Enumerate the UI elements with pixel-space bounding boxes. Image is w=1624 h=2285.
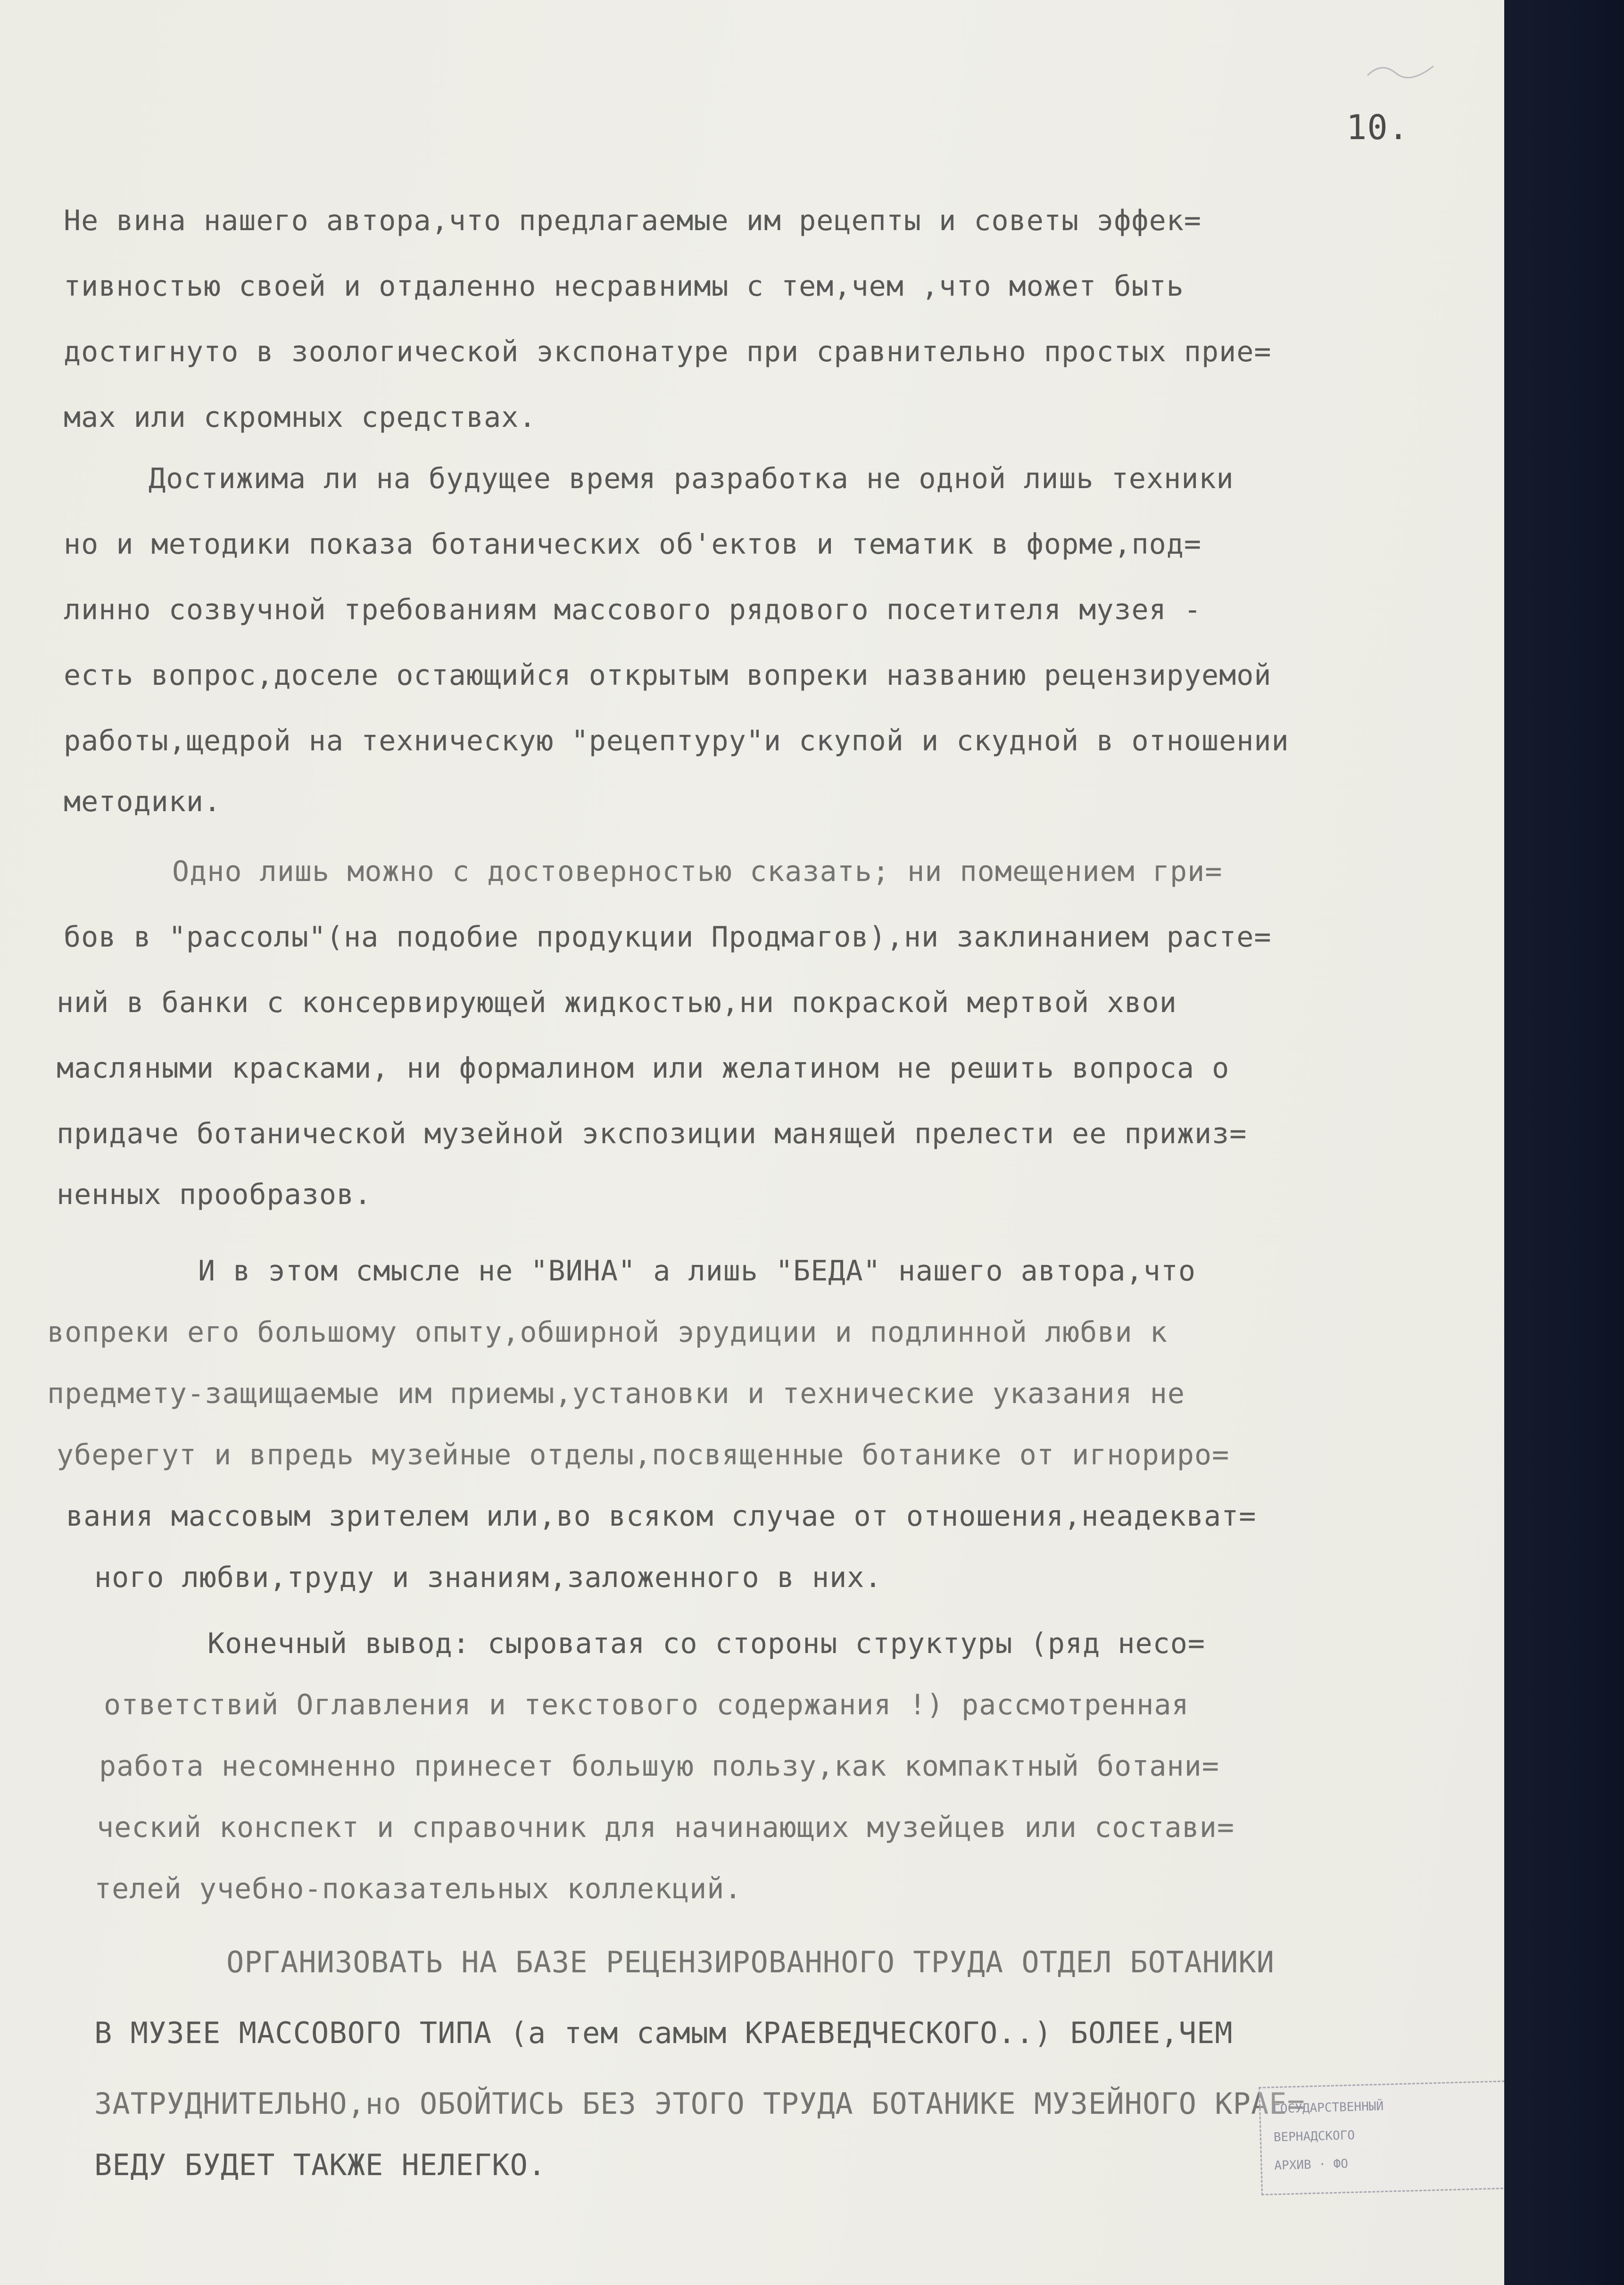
text-line-16: ненных прообразов.: [57, 1178, 372, 1211]
scan-background-edge: [1504, 0, 1624, 2285]
text-line-15: придаче ботанической музейной экспозиции манящей прелести ее прижиз=: [57, 1117, 1247, 1150]
stamp-line-3: АРХИВ · ФО: [1274, 2157, 1349, 2173]
text-line-21: вания массовым зрителем или,во всяком случае от отношения,неадекват=: [66, 1500, 1257, 1533]
text-line-30: ЗАТРУДНИТЕЛЬНО,но ОБОЙТИСЬ БЕЗ ЭТОГО ТРУДА БОТАНИКЕ МУЗЕЙНОГО КРАЕ=: [94, 2086, 1305, 2121]
stamp-line-2: ВЕРНАДСКОГО: [1273, 2128, 1355, 2145]
text-line-25: работа несомненно принесет большую пользу,как компактный ботани=: [99, 1750, 1219, 1783]
text-line-20: уберегут и впредь музейные отделы,посвященные ботанике от игнориро=: [57, 1438, 1230, 1471]
text-line-29: В МУЗЕЕ МАССОВОГО ТИПА (а тем самым КРАЕВЕДЧЕСКОГО..) БОЛЕЕ,ЧЕМ: [94, 2016, 1233, 2050]
text-line-19: предмету-защищаемые им приемы,установки и технические указания не: [47, 1377, 1185, 1410]
pencil-mark: [1363, 57, 1438, 85]
text-line-3: достигнуто в зоологической экспонатуре при сравнительно простых прие=: [64, 335, 1272, 368]
text-line-5: Достижима ли на будущее время разработка не одной лишь техники: [149, 462, 1234, 495]
text-line-22: ного любви,труду и знаниям,заложенного в них.: [94, 1561, 882, 1594]
text-line-9: работы,щедрой на техническую "рецептуру"и скупой и скудной в отношении: [64, 724, 1289, 757]
text-line-8: есть вопрос,доселе остающийся открытым вопреки названию рецензируемой: [64, 659, 1272, 692]
text-line-6: но и методики показа ботанических об'ектов и тематик в форме,под=: [64, 528, 1201, 561]
text-line-17: И в этом смысле не "ВИНА" а лишь "БЕДА" нашего автора,что: [198, 1255, 1196, 1288]
text-line-24: ответствий Оглавления и текстового содержания !) рассмотренная: [104, 1688, 1189, 1721]
text-line-2: тивностью своей и отдаленно несравнимы с тем,чем ,что может быть: [64, 270, 1184, 303]
page-number: 10.: [1346, 108, 1409, 147]
text-line-4: мах или скромных средствах.: [64, 401, 537, 434]
archive-stamp: [1259, 2080, 1504, 2195]
text-line-10: методики.: [64, 785, 222, 818]
text-line-13: ний в банки с консервирующей жидкостью,ни покраской мертвой хвои: [57, 986, 1177, 1019]
text-line-12: бов в "рассолы"(на подобие продукции Продмагов),ни заклинанием расте=: [64, 921, 1272, 954]
text-line-26: ческий конспект и справочник для начинающих музейцев или состави=: [97, 1811, 1235, 1844]
text-line-18: вопреки его большому опыту,обширной эрудиции и подлинной любви к: [47, 1316, 1168, 1349]
text-line-23: Конечный вывод: сыроватая со стороны структуры (ряд несо=: [207, 1627, 1206, 1660]
stamp-line-1: ГОСУДАРСТВЕННЫЙ: [1272, 2099, 1384, 2117]
text-line-31: ВЕДУ БУДЕТ ТАКЖЕ НЕЛЕГКО.: [94, 2148, 547, 2182]
text-line-14: масляными красками, ни формалином или желатином не решить вопроса о: [57, 1052, 1230, 1085]
text-line-11: Одно лишь можно с достоверностью сказать; ни помещением гри=: [172, 855, 1223, 888]
text-line-28: ОРГАНИЗОВАТЬ НА БАЗЕ РЕЦЕНЗИРОВАННОГО ТРУДА ОТДЕЛ БОТАНИКИ: [226, 1945, 1275, 1979]
text-line-7: линно созвучной требованиям массового рядового посетителя музея -: [64, 593, 1201, 626]
text-line-1: Не вина нашего автора,что предлагаемые им рецепты и советы эффек=: [64, 204, 1201, 237]
text-line-27: телей учебно-показательных коллекций.: [94, 1872, 742, 1905]
